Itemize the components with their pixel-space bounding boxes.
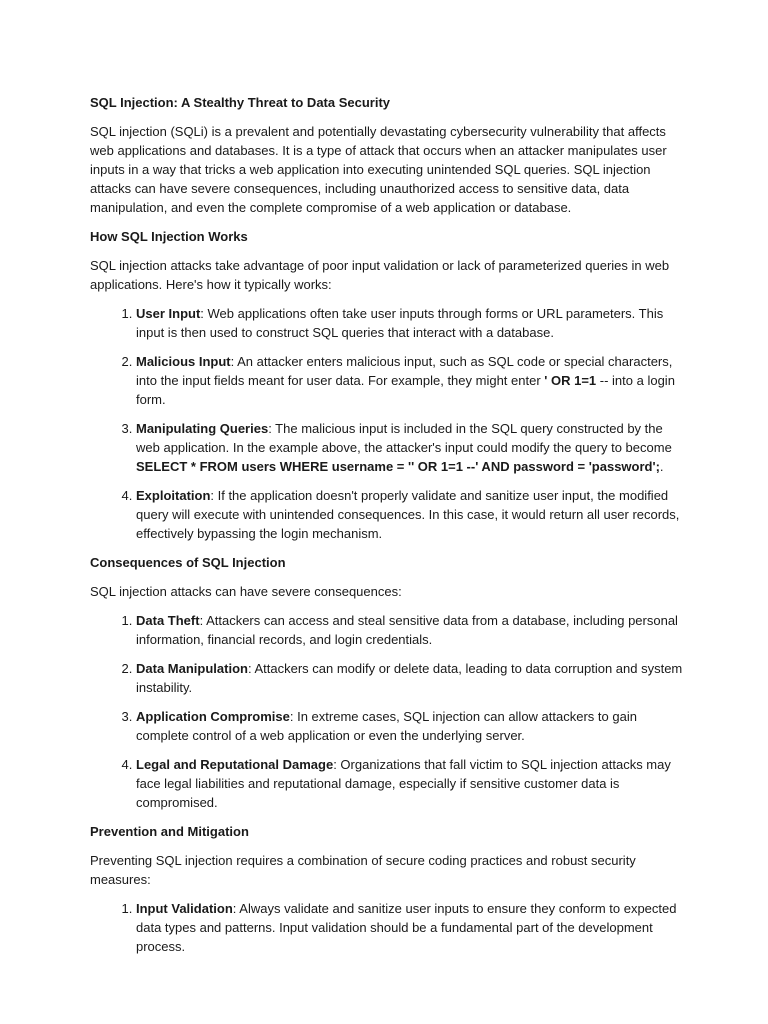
section-intro-how: SQL injection attacks take advantage of poor input validation or lack of parameterized queries in web applications. Here's how it typically works: xyxy=(90,258,670,292)
list-item-term: Legal and Reputational Damage xyxy=(136,757,334,772)
document-content xyxy=(90,93,690,966)
list-item xyxy=(136,611,690,649)
list-item-text: -- into a login form. xyxy=(136,373,675,407)
list-item-term: Malicious Input xyxy=(136,354,231,369)
section-heading-how: How SQL Injection Works xyxy=(90,229,248,244)
list-item-text: : Attackers can access and steal sensitive data from a database, including personal information, financial records, and login credentials. xyxy=(136,613,678,647)
list-item xyxy=(136,304,690,342)
list-item-text: : Web applications often take user inputs through forms or URL parameters. This input is then used to construct SQL queries that interact with a database. xyxy=(136,306,664,340)
list-item-term: Input Validation xyxy=(136,901,233,916)
list-item-text: : Attackers can modify or delete data, leading to data corruption and system instability. xyxy=(136,661,683,695)
list-item-text: : Organizations that fall victim to SQL injection attacks may face legal liabilities and reputational damage, especially if sensitive customer data is compromised. xyxy=(136,757,671,810)
list-item xyxy=(136,659,690,697)
how-list xyxy=(90,304,690,543)
list-item-text: . xyxy=(659,459,664,474)
list-item-term: Data Theft xyxy=(136,613,200,628)
list-item-term: Exploitation xyxy=(136,488,211,503)
list-item-text: : The malicious input is included in the SQL query constructed by the web application. In the example above, the attacker's input could modify the query to become xyxy=(136,421,672,455)
section-intro-consequences: SQL injection attacks can have severe consequences: xyxy=(90,584,402,599)
list-item xyxy=(136,352,690,409)
consequences-list xyxy=(90,611,690,812)
list-item-text: : In extreme cases, SQL injection can allow attackers to gain complete control of a web application or even the underlying server. xyxy=(136,709,637,743)
list-item-text: : If the application doesn't properly validate and sanitize user input, the modified query will execute with unintended consequences. In this case, it would return all user records, effectively bypassing the login mechanism. xyxy=(136,488,680,541)
section-heading-prevention: Prevention and Mitigation xyxy=(90,824,249,839)
list-item-term: Manipulating Queries xyxy=(136,421,269,436)
list-item xyxy=(136,419,690,476)
list-item-term: Application Compromise xyxy=(136,709,290,724)
intro-paragraph: SQL injection (SQLi) is a prevalent and potentially devastating cybersecurity vulnerability that affects web applications and databases. It is a type of attack that occurs when an attacker manipulates user inputs in a way that tricks a web application into executing unintended SQL queries. SQL injection attacks can have severe consequences, including unauthorized access to sensitive data, data manipulation, and even the complete compromise of a web application or database. xyxy=(90,124,667,215)
list-item xyxy=(136,899,690,956)
section-intro-prevention: Preventing SQL injection requires a combination of secure coding practices and robust security measures: xyxy=(90,853,636,887)
document-title: SQL Injection: A Stealthy Threat to Data Security xyxy=(90,95,391,110)
list-item xyxy=(136,486,690,543)
list-item-term: User Input xyxy=(136,306,201,321)
inline-code: ' OR 1=1 xyxy=(544,373,597,388)
prevention-list xyxy=(90,899,690,956)
list-item-term: Data Manipulation xyxy=(136,661,248,676)
list-item xyxy=(136,755,690,812)
list-item-text: : Always validate and sanitize user inputs to ensure they conform to expected data types and patterns. Input validation should be a fundamental part of the development process. xyxy=(136,901,677,954)
inline-code: SELECT * FROM users WHERE username = '' OR 1=1 --' AND password = 'password'; xyxy=(136,459,660,474)
list-item-text: : An attacker enters malicious input, such as SQL code or special characters, into the input fields meant for user data. For example, they might enter xyxy=(136,354,673,388)
section-heading-consequences: Consequences of SQL Injection xyxy=(90,555,286,570)
list-item xyxy=(136,707,690,745)
